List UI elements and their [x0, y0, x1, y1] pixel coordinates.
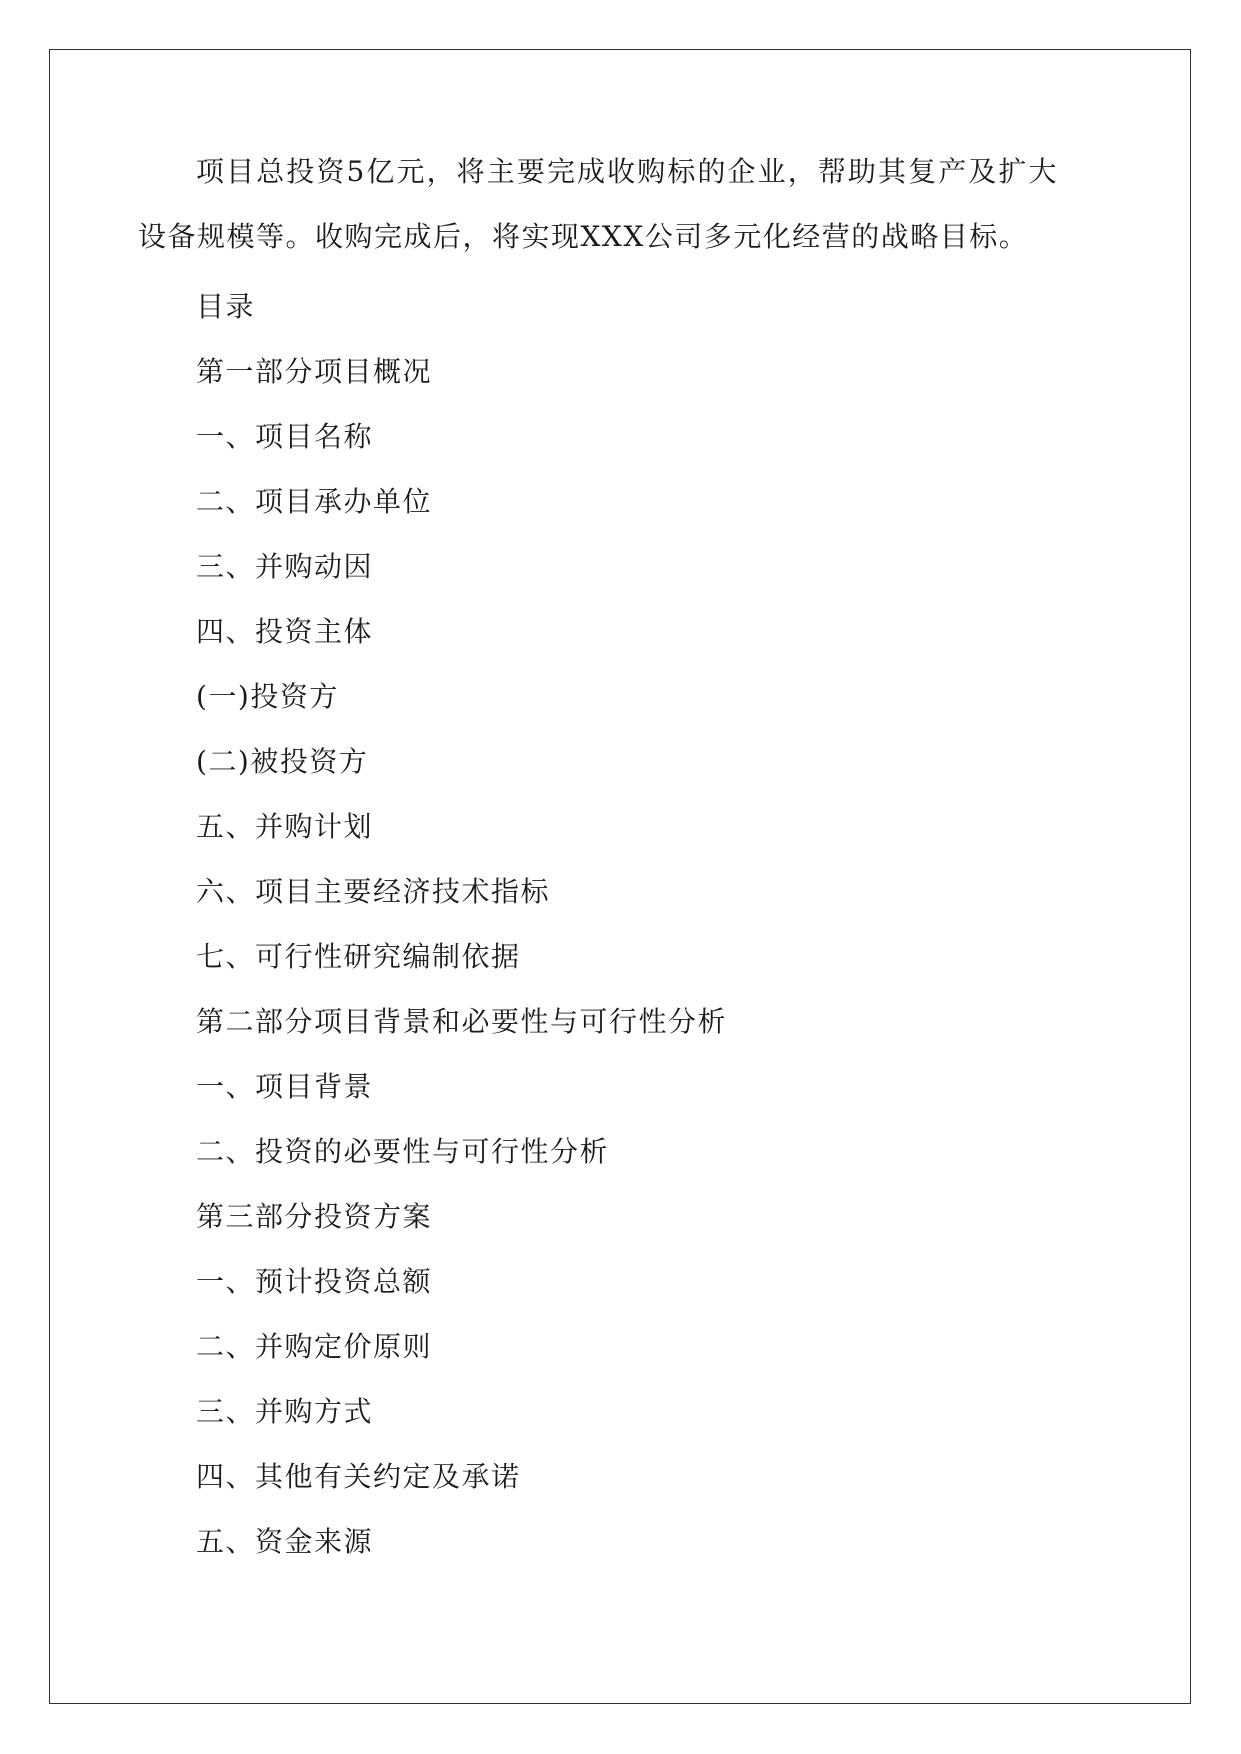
toc-subitem: (二)被投资方	[196, 745, 369, 778]
toc-part-3-heading: 第三部分投资方案	[196, 1200, 433, 1233]
toc-item: 一、项目名称	[196, 420, 374, 453]
toc-item: 七、可行性研究编制依据	[196, 940, 521, 973]
intro-paragraph: 项目总投资5亿元，将主要完成收购标的企业，帮助其复产及扩大设备规模等。收购完成后，将实现XXX公司多元化经营的战略目标。	[138, 155, 1058, 253]
toc-item: 二、投资的必要性与可行性分析	[196, 1135, 610, 1168]
toc-item: 六、项目主要经济技术指标	[196, 875, 551, 908]
toc-item: 三、并购动因	[196, 550, 374, 583]
toc-title: 目录	[196, 290, 256, 323]
toc-part-2-heading: 第二部分项目背景和必要性与可行性分析	[196, 1005, 728, 1038]
toc-item: 五、资金来源	[196, 1525, 374, 1558]
toc-item: 一、预计投资总额	[196, 1265, 433, 1298]
toc-item: 四、其他有关约定及承诺	[196, 1460, 521, 1493]
toc-item: 二、并购定价原则	[196, 1330, 433, 1363]
toc-item: 五、并购计划	[196, 810, 374, 843]
toc-item: 四、投资主体	[196, 615, 374, 648]
table-of-contents	[196, 274, 727, 1574]
toc-subitem: (一)投资方	[196, 680, 339, 713]
toc-part-1-heading: 第一部分项目概况	[196, 355, 433, 388]
toc-item: 一、项目背景	[196, 1070, 374, 1103]
toc-item: 三、并购方式	[196, 1395, 374, 1428]
toc-item: 二、项目承办单位	[196, 485, 433, 518]
